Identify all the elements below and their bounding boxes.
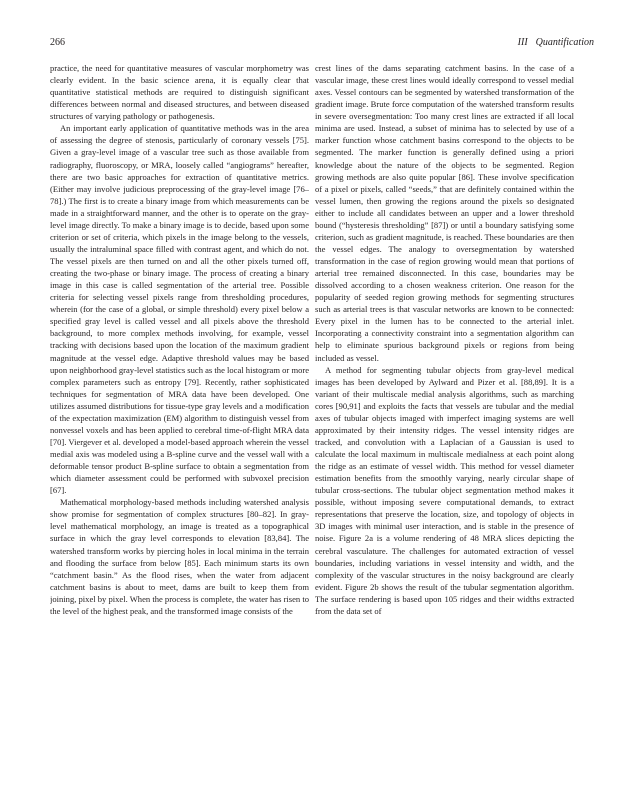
- left-column: [50, 62, 309, 778]
- page-number: 266: [50, 37, 65, 48]
- paragraph: A method for segmenting tubular objects from gray-level medical images has been developed by Aylward and Pizer et al. [88,89]. It is a variant of their multiscale medial analysis algorithms, such as marching cores [90,91] and exploits the facts that vessels are tubular and the medial axes of tubular objects imaged with imperfect imaging systems are well approximated by their intensity ridges. The vessel intensity ridges are tracked, and convolution with a Laplacian of a Gaussian is used to calculate the local maximum in multiscale medialness at each point along the ridge as an estimate of vessel width. This method for vessel diameter estimation benefits from the smoothly varying, nearly circular shape of tubular cross-sections. The tubular object segmentation method makes it possible, without imposing severe computational demands, to extract representations that preserve the location, size, and topology of objects in 3D images with minimal user interaction, and is stable in the presence of noise. Figure 2a is a volume rendering of 48 MRA slices depicting the cerebral vasculature. The challenges for automated extraction of vessel boundaries, including variations in vessel intensity and width, and the complexity of the vascular structures in the noisy background are clearly evident. Figure 2b shows the result of the tubular segmentation algorithm. The surface rendering is based upon 105 ridges and their widths extracted from the data set of: [315, 364, 574, 616]
- right-column: [315, 62, 574, 778]
- paragraph: An important early application of quantitative methods was in the area of assessing the degree of stenosis, particularly of coronary vessels [75]. Given a gray-level image of a vascular tree such as those available from radiography, fluoroscopy, or MRA, loosely called “angiograms” hereafter, there are two basic approaches for extraction of quantitative metrics. (Either may involve judicious preprocessing of the gray-level image [76–78].) The first is to create a binary image from which measurements can be made in a straightforward manner, and the other is to operate on the gray-level image directly. To make a binary image is to decide, based upon some criterion or set of criteria, which pixels in the image belong to the vessels, usually the intraluminal space filled with contrast agent, and which do not. The vessel pixels are then turned on and all the other pixels turned off, creating the two-phase or binary image. The process of creating a binary image in this case is called segmentation of the arterial tree. Possible criteria for selecting vessel pixels range from thresholding procedures, wherein (for the case of a global, or simple threshold) every pixel below a specified gray level is called vessel and all pixels above the threshold background, to more complex methods involving, for example, vessel tracking with decisions based upon the location of the maximum gradient magnitude at the vessel edge. Adaptive threshold values may be based upon neighborhood gray-level statistics such as the local histogram or more complex parameters such as entropy [79]. Recently, rather sophisticated techniques for segmentation of MRA data have been developed. One utilizes assumed distributions for tissue-type gray levels and a modification of the expectation maximization (EM) algorithm to distinguish vessel from nonvessel voxels and has been applied to cerebral time-of-flight MRA data [70]. Viergever et al. developed a model-based approach wherein the vessel medial axis was modeled using a B-spline curve and the vessel wall with a deformable tensor product B-spline surface to obtain a segmentation from which diameter assessment could be performed with subvoxel precision [67].: [50, 123, 309, 496]
- paragraph: Mathematical morphology-based methods including watershed analysis show promise for segmentation of complex structures [80–82]. In gray-level mathematical morphology, an image is treated as a topographical surface in which the gray level corresponds to elevation [83,84]. The watershed transform works by piercing holes in local minima in the terrain and flooding the surface from below [85]. Each minimum starts its own “catchment basin.” As the flood rises, when the water from adjacent catchment basins is about to meet, dams are built to keep them from joining, pixel by pixel. When the process is complete, the water has risen to the level of the highest peak, and the transformed image consists of the: [50, 497, 309, 616]
- section-title: Quantification: [535, 37, 594, 48]
- part-number: III: [517, 37, 528, 48]
- paragraph: practice, the need for quantitative measures of vascular morphometry was clearly evident. In the basic science arena, it is equally clear that quantitative statistical methods are required to distinguish significant differences between normal and diseased structures, and between diseased structures of varying pathology or pathogenesis.: [50, 63, 309, 122]
- running-head: [518, 37, 594, 48]
- running-header: [50, 37, 594, 51]
- paragraph: crest lines of the dams separating catchment basins. In the case of a vascular image, these crest lines would ideally correspond to vessel medial axes. Vessel contours can be segmented by watershed transformation of the gradient image. Brute force computation of the watershed transform results in severe oversegmentation: Too many crest lines are extracted if all local minima are used. Instead, a subset of minima has to selected by use of a marker function whose catchment basins correspond to the objects to be segmented. The marker function is generally defined using a priori knowledge about the nature of the objects to be segmented. Region growing methods are also quite popular [86]. These involve specification of a pixel or pixels, called “seeds,” that are definitely contained within the vessel lumen, then growing the regions around the pixels so designated either to include all candidates between an upper and a lower threshold bound (“hysteresis thresholding” [87]) or until a boundary satisfying some criterion, such as gradient magnitude, is reached. These boundaries are then the vessel edges. The analogy to oversegmentation by watershed transformation in the case of region growing would mean that portions of arterial tree remained disconnected. In this case, boundaries may be dissolved according to a chosen weakness criterion. One reason for the popularity of seeded region growing methods for segmenting structures such as arterial trees is that vascular networks are known to be connected: Every pixel in the lumen has to be connected to the arterial inlet. Incorporating a connectivity constraint into a segmentation algorithm can help to eliminate spurious background pixels or regions from being included as vessel.: [315, 63, 574, 363]
